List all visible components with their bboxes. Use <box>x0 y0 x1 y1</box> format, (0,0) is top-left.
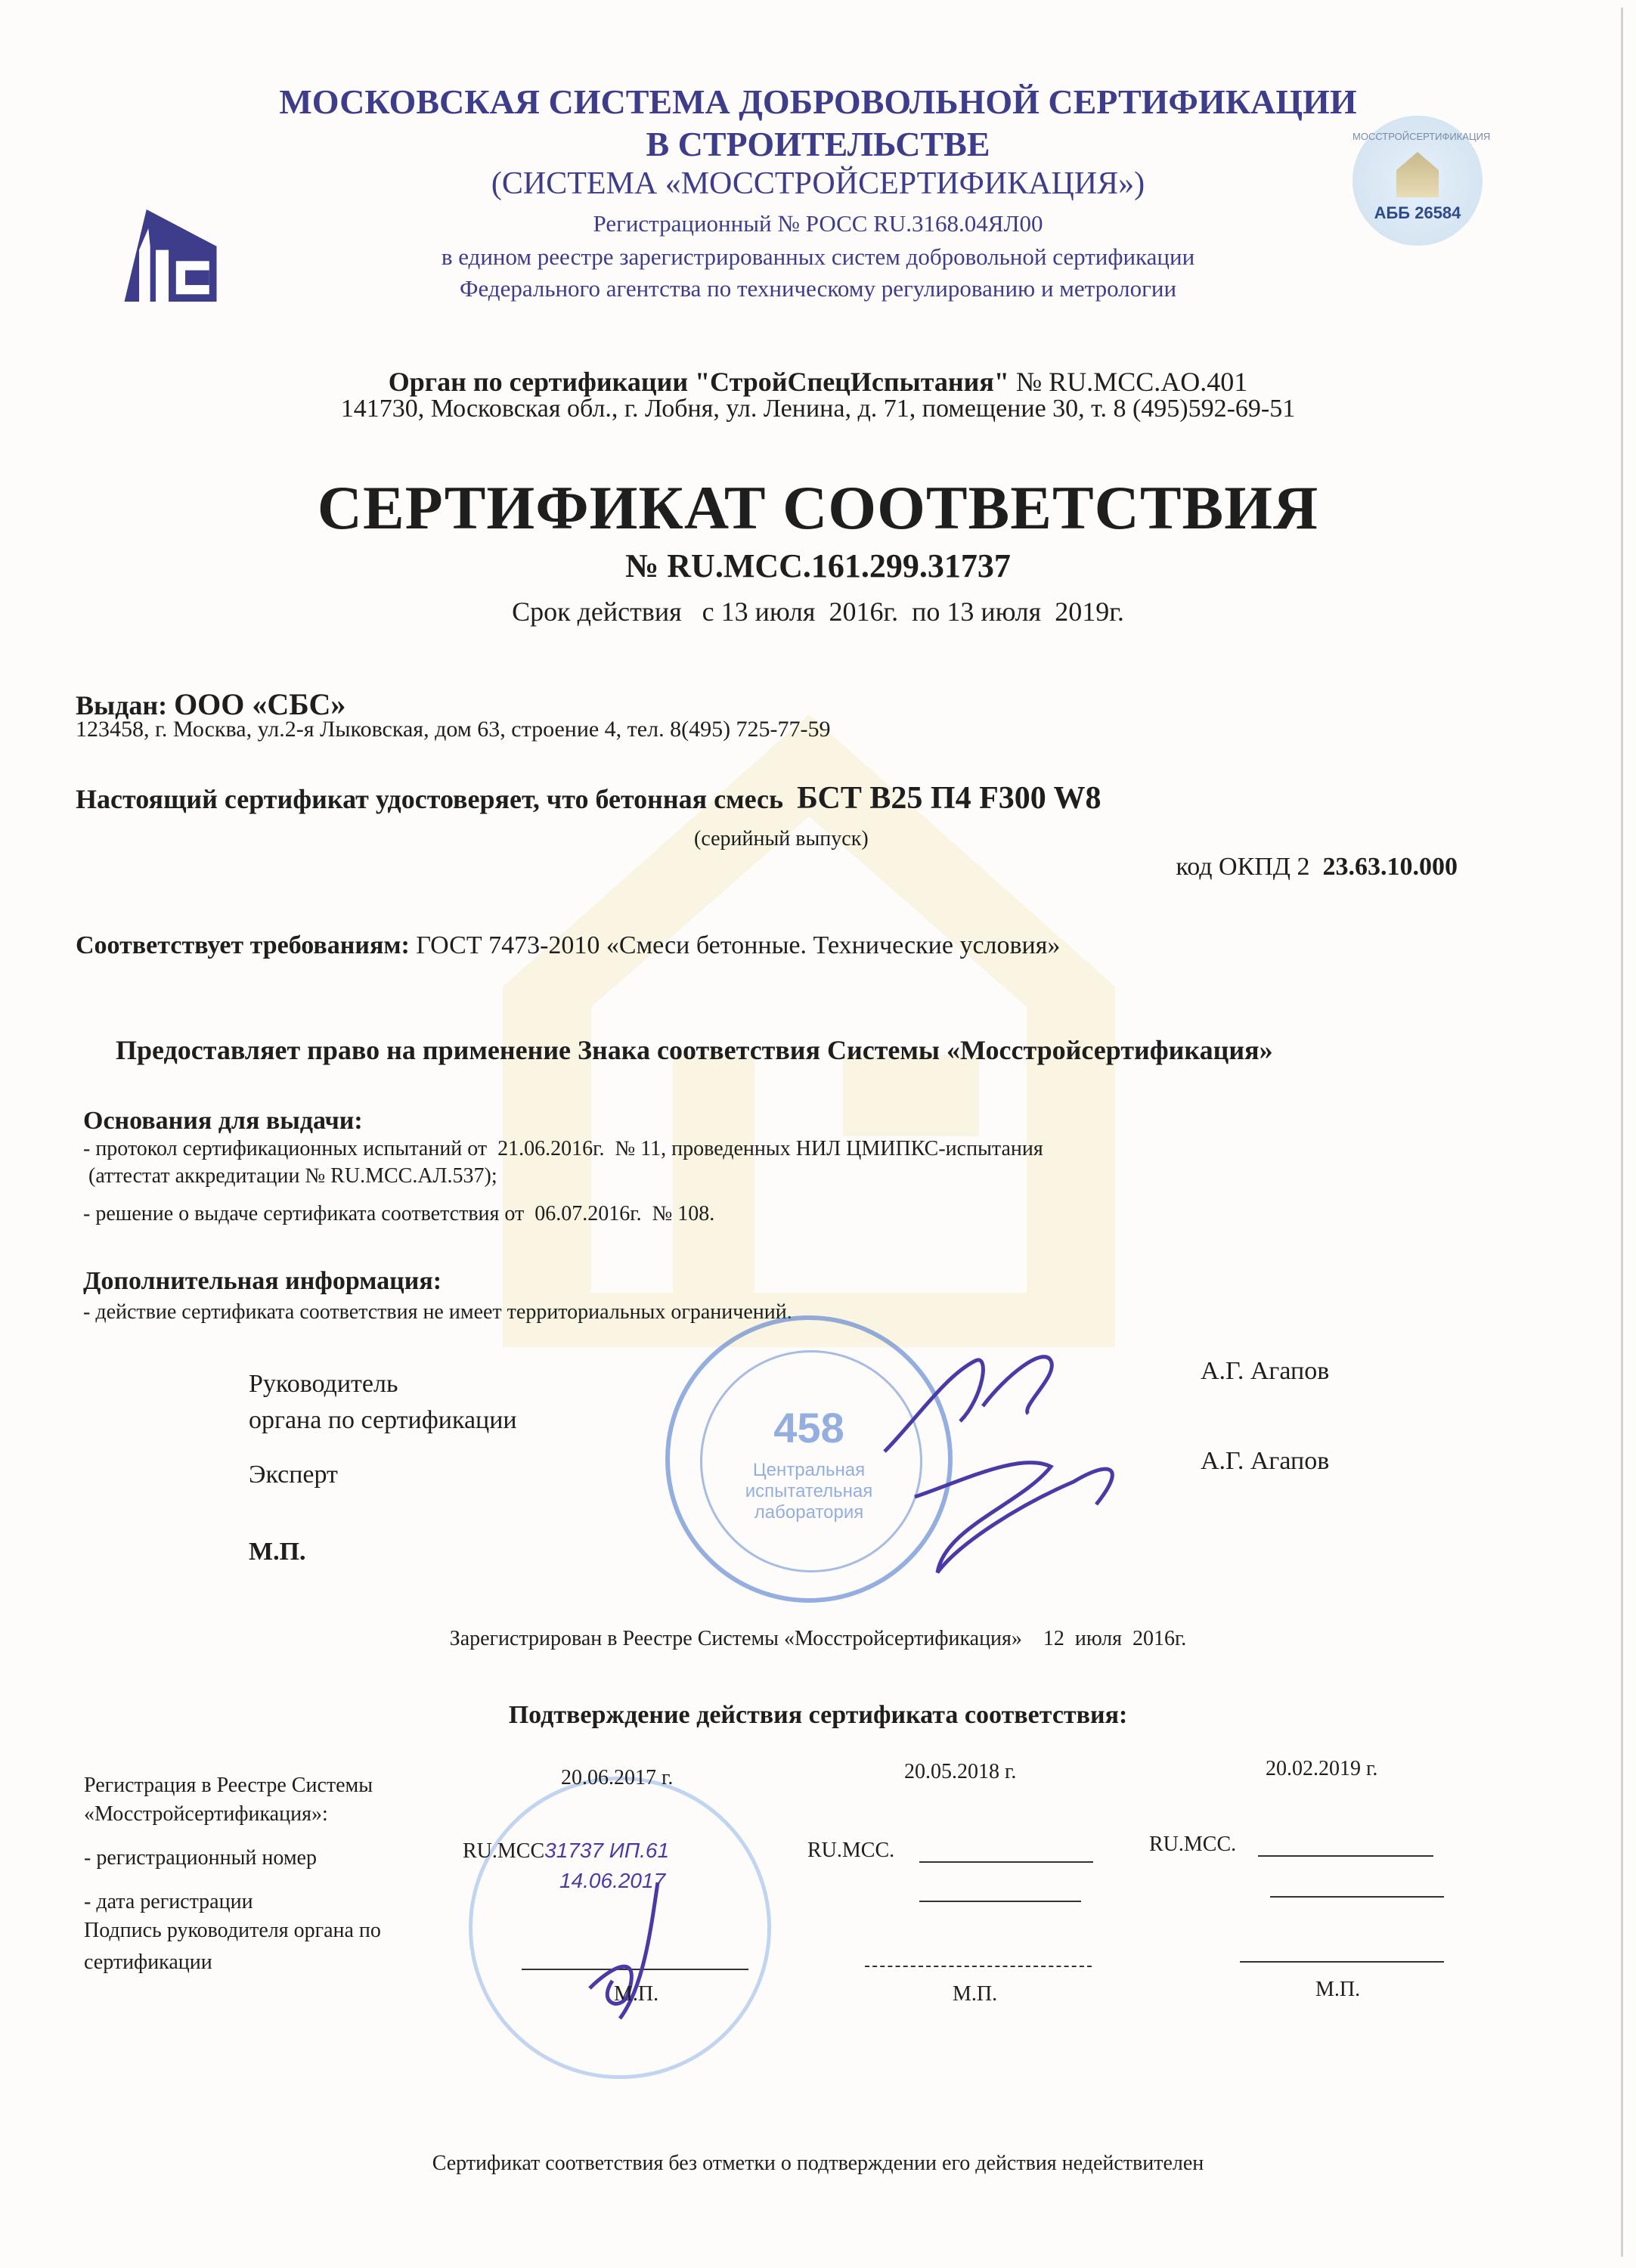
expert-label: Эксперт <box>249 1461 338 1489</box>
certification-hologram-seal: МОССТРОЙСЕРТИФИКАЦИЯ АББ 26584 <box>1352 116 1483 246</box>
registry-text: в едином реестре зарегистрированных систем добровольной сертификации <box>441 243 1195 270</box>
product-note: (серийный выпуск) <box>694 827 869 850</box>
issued-to: Выдан: ООО «СБС» <box>76 687 346 721</box>
confirmation-label: - регистрационный номер <box>84 1846 317 1870</box>
stamp-place: М.П. <box>614 1982 659 2006</box>
grounds-item: (аттестат аккредитации № RU.MCC.АЛ.537); <box>83 1164 497 1188</box>
expert-name: А.Г. Агапов <box>1201 1447 1330 1475</box>
organization-stamp: 458 Центральная испытательная лаборатория <box>665 1315 953 1603</box>
confirmation-date: 20.02.2019 г. <box>1266 1757 1378 1780</box>
grounds-title: Основания для выдачи: <box>83 1107 363 1135</box>
registration-date: 14.06.2017 <box>559 1869 666 1892</box>
certificate-title: СЕРТИФИКАТ СООТВЕТСТВИЯ <box>317 473 1319 542</box>
confirmation-title: Подтверждение действия сертификата соответствия: <box>508 1701 1128 1729</box>
registration-prefix: RU.MCC. <box>1149 1833 1237 1856</box>
okpd-code: код ОКПД 2 23.63.10.000 <box>1176 853 1458 881</box>
validity-period: Срок действия с 13 июля 2016г. по 13 июля 2019г. <box>512 596 1124 627</box>
stamp-place: М.П. <box>249 1538 306 1566</box>
registration-number: Регистрационный № РОСС RU.3168.04ЯЛ00 <box>593 210 1043 237</box>
system-title-line2: В СТРОИТЕЛЬСТВЕ <box>646 125 990 163</box>
registry-record: Зарегистрирован в Реестре Системы «Мосстройсертификация» 12 июля 2016г. <box>449 1627 1187 1650</box>
certification-body-address: 141730, Московская обл., г. Лобня, ул. Ленина, д. 71, помещение 30, т. 8 (495)592-69-51 <box>340 395 1296 423</box>
confirmation-label: Регистрация в Реестре Системы <box>84 1774 373 1797</box>
head-name: А.Г. Агапов <box>1201 1357 1330 1385</box>
certification-body: Орган по сертификации "СтройСпецИспытания" № RU.MCC.AO.401 <box>388 367 1248 397</box>
signature <box>869 1331 1142 1603</box>
registration-date-line <box>919 1901 1081 1902</box>
confirmation-label: сертификации <box>84 1950 212 1974</box>
compliance: Соответствует требованиям: ГОСТ 7473-2010 «Смеси бетонные. Технические условия» <box>76 931 1061 959</box>
registration-prefix: RU.MCC. <box>807 1839 895 1862</box>
certificate-number: № RU.MCC.161.299.31737 <box>625 547 1011 584</box>
signature-line <box>1240 1961 1444 1963</box>
issued-address: 123458, г. Москва, ул.2-я Лыковская, дом 63, строение 4, тел. 8(495) 725-77-59 <box>76 717 831 742</box>
stamp-place: М.П. <box>1315 1978 1361 2001</box>
confirmation-label: - дата регистрации <box>84 1890 253 1913</box>
additional-title: Дополнительная информация: <box>83 1267 442 1295</box>
head-label-2: органа по сертификации <box>249 1406 517 1434</box>
right-to-mark: Предоставляет право на применение Знака соответствия Системы «Мосстройсертификация» <box>116 1035 1273 1065</box>
system-name: (СИСТЕМА «МОССТРОЙСЕРТИФИКАЦИЯ») <box>491 166 1145 201</box>
agency-text: Федерального агентства по техническому регулированию и метрологии <box>459 275 1177 302</box>
confirmation-label: «Мосстройсертификация»: <box>84 1802 328 1826</box>
registration-number-line <box>1258 1855 1433 1857</box>
confirmation-label: Подпись руководителя органа по <box>84 1919 381 1942</box>
registration-number-line <box>919 1861 1093 1863</box>
grounds-item: - протокол сертификационных испытаний от 21.06.2016г. № 11, проведенных НИЛ ЦМИПКС-испытания <box>83 1137 1043 1160</box>
confirmation-date: 20.05.2018 г. <box>904 1760 1017 1783</box>
signature-line <box>865 1966 1092 1967</box>
confirmation-date: 20.06.2017 г. <box>561 1766 674 1789</box>
system-title: МОСКОВСКАЯ СИСТЕМА ДОБРОВОЛЬНОЙ СЕРТИФИКАЦИИ <box>279 82 1357 121</box>
additional-text: - действие сертификата соответствия не имеет территориальных ограничений. <box>83 1300 792 1324</box>
product-statement: Настоящий сертификат удостоверяет, что бетонная смесь БСТ В25 П4 F300 W8 <box>76 781 1102 816</box>
grounds-item: - решение о выдаче сертификата соответствия от 06.07.2016г. № 108. <box>83 1202 715 1225</box>
footer-note: Сертификат соответствия без отметки о подтверждении его действия недействителен <box>432 2152 1204 2175</box>
head-label: Руководитель <box>249 1370 398 1398</box>
registration-number: RU.MCC31737 ИП.61 <box>463 1839 670 1863</box>
registration-date-line <box>1270 1896 1444 1898</box>
stamp-place: М.П. <box>953 1982 998 2006</box>
